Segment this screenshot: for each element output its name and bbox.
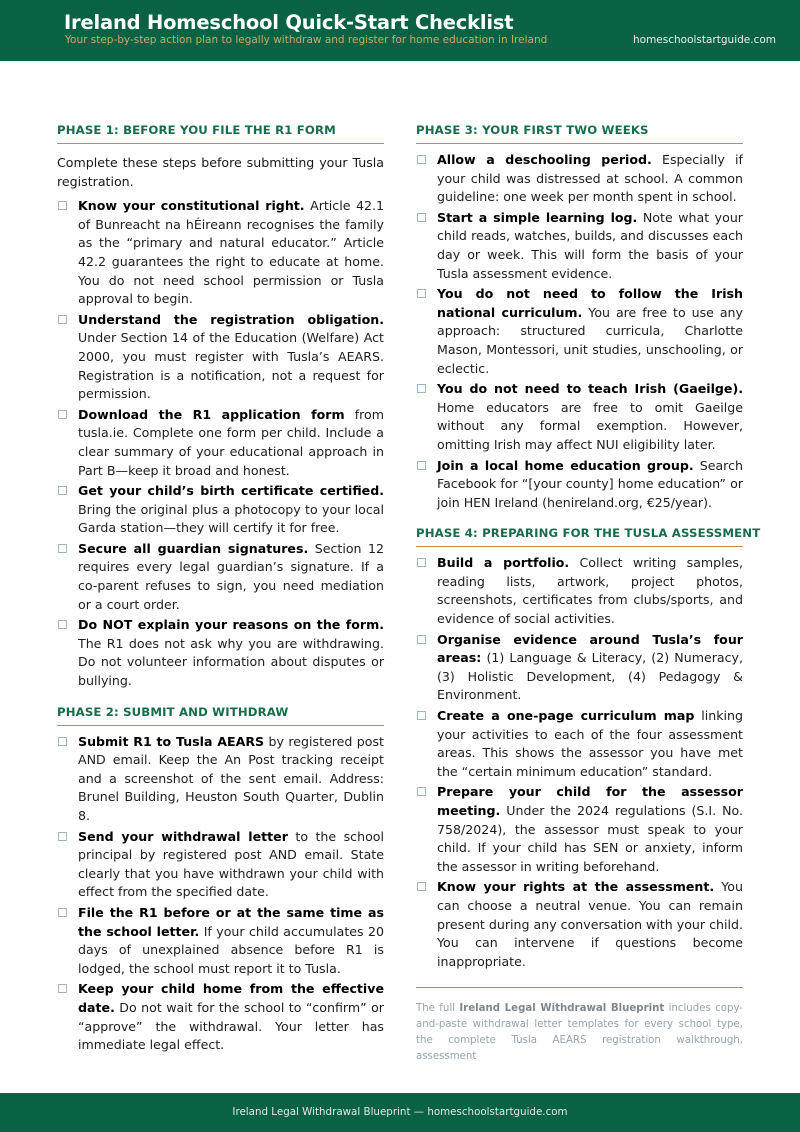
checklist-item-lead: Secure all guardian signatures. — [78, 540, 309, 556]
checklist-item[interactable] — [416, 285, 743, 378]
checklist-item-text: Under the 2024 regulations (S.I. No. 758/2024), the assessor must speak to your child. If your child has SEN or anxiety, inform the assessor in writing beforehand. — [437, 803, 743, 874]
checkbox-icon[interactable] — [58, 486, 67, 495]
checkbox-icon[interactable] — [417, 635, 426, 644]
checkbox-icon[interactable] — [58, 544, 67, 553]
checklist-item-text: Section 12 requires every legal guardian’s signature. If a co-parent refuses to sign, you need mediation or a court order. — [78, 540, 384, 612]
checklist-item[interactable] — [57, 980, 384, 1054]
checkbox-icon[interactable] — [58, 620, 67, 629]
phase-3-block — [416, 123, 743, 512]
checklist-item-text: If your child accumulates 20 days of unexplained absence before R1 is lodged, the school must report it to Tusla. — [78, 923, 384, 976]
checklist-item-text: You are free to use any approach: structured curricula, Charlotte Mason, Montessori, unit studies, unschooling, or eclectic. — [437, 304, 743, 376]
checklist-item[interactable] — [57, 904, 384, 978]
checkbox-icon[interactable] — [417, 461, 426, 470]
page-footer — [0, 1093, 800, 1132]
phase-4-rule — [416, 546, 743, 547]
document-body — [0, 61, 800, 1093]
checkbox-icon[interactable] — [417, 289, 426, 298]
checklist-item-text: Search Facebook for “[your county] home education” or join HEN Ireland (henireland.org, €25/year). — [437, 457, 743, 510]
phase-4-heading: PHASE 4: PREPARING FOR THE TUSLA ASSESSMENT — [416, 526, 761, 541]
checklist-item-lead: Understand the registration obligation. — [78, 311, 384, 327]
checklist-item[interactable] — [57, 197, 384, 309]
phase-4-checklist — [416, 554, 743, 971]
checkbox-icon[interactable] — [58, 908, 67, 917]
phase-3-heading: PHASE 3: YOUR FIRST TWO WEEKS — [416, 123, 649, 137]
checklist-item-text: by registered post AND email. Keep the An Post tracking receipt and a screenshot of the sent email. Address: Brunel Building, Heuston South Quarter, Dublin 8. — [78, 733, 384, 823]
promo-block — [416, 987, 743, 1065]
checklist-item-text: linking your activities to each of the four assessment areas. This shows the assessor you have met the “certain minimum education” standard. — [437, 708, 744, 779]
checklist-item[interactable] — [416, 380, 743, 454]
checklist-item[interactable] — [57, 311, 384, 404]
promo-product-name: Ireland Legal Withdrawal Blueprint — [459, 1003, 665, 1015]
checklist-item-lead: Join a local home education group. — [437, 457, 694, 473]
checkbox-icon[interactable] — [417, 384, 426, 393]
checklist-item-lead: Prepare your child for the assessor meeting. — [437, 784, 743, 818]
checklist-item-lead: You do not need to follow the Irish national curriculum. — [437, 286, 743, 320]
checklist-item-lead: Know your rights at the assessment. — [437, 879, 715, 895]
checklist-item-text: from tusla.ie. Complete one form per child. Include a clear summary of your educational approach in Part B—keep it broad and honest. — [78, 406, 384, 478]
phase-4-block — [416, 526, 761, 971]
phase-3-rule — [416, 143, 743, 144]
checklist-item[interactable] — [416, 878, 743, 971]
page-header — [0, 0, 800, 61]
checklist-item-text: Bring the original plus a photocopy to your local Garda station—they will certify it for free. — [78, 501, 384, 536]
phase-2-block — [57, 705, 384, 1055]
checklist-item[interactable] — [416, 209, 743, 283]
checkbox-icon[interactable] — [58, 832, 67, 841]
checklist-item-text: Do not wait for the school to “confirm” or “approve” the withdrawal. Your letter has immediate legal effect. — [78, 999, 384, 1053]
checkbox-icon[interactable] — [417, 558, 426, 567]
checklist-item-lead: Keep your child home from the effective date. — [78, 981, 384, 1015]
checklist-item-lead: Allow a deschooling period. — [437, 152, 652, 167]
checklist-item-text: You can choose a neutral venue. You can remain present during any conversation with your child. You can intervene if questions become inappropriate. — [437, 879, 744, 969]
checkbox-icon[interactable] — [58, 315, 67, 324]
checklist-item[interactable] — [416, 554, 743, 628]
checklist-item-text: Note what your child reads, watches, builds, and discusses each day or week. This will form the basis of your Tusla assessment evidence. — [437, 209, 743, 281]
phase-1-block — [57, 123, 384, 691]
promo-text-after: includes copy-and-paste withdrawal letter templates for every school type, the complete Tusla AEARS registration walkthrough, assessment — [416, 1003, 743, 1063]
checklist-item-lead: Do NOT explain your reasons on the form. — [78, 617, 384, 633]
checklist-item-lead: Submit R1 to Tusla AEARS — [78, 733, 265, 749]
header-website-url: homeschoolstartguide.com — [632, 34, 776, 46]
checklist-item[interactable] — [57, 733, 384, 826]
checklist-item-lead: File the R1 before or at the same time as the school letter. — [78, 904, 384, 939]
page-subtitle: Your step-by-step action plan to legally withdraw and register for home education in Ireland — [65, 34, 548, 46]
checklist-item[interactable] — [416, 631, 743, 705]
checklist-item-text: Home educators are free to omit Gaeilge without any formal exemption. However, omitting Irish may affect NUI eligibility later. — [437, 399, 743, 452]
checkbox-icon[interactable] — [58, 984, 67, 993]
checklist-item[interactable] — [416, 457, 743, 513]
footer-text: Ireland Legal Withdrawal Blueprint — homeschoolstartguide.com — [232, 1106, 568, 1118]
promo-rule — [416, 987, 743, 988]
checklist-item-text: Under Section 14 of the Education (Welfare) Act 2000, you must register with Tusla’s AEARS. Registration is a notification, not a request for permission. — [78, 330, 384, 402]
checkbox-icon[interactable] — [58, 410, 67, 419]
checklist-item-lead: Get your child’s birth certificate certified. — [78, 483, 384, 499]
right-column — [416, 123, 761, 1076]
checkbox-icon[interactable] — [417, 155, 426, 164]
phase-1-checklist — [57, 197, 384, 690]
checkbox-icon[interactable] — [417, 787, 426, 796]
checklist-item[interactable] — [57, 540, 384, 614]
checklist-item[interactable] — [416, 707, 743, 781]
promo-text-before: The full — [416, 1003, 460, 1015]
promo-text — [416, 1001, 743, 1065]
checklist-item[interactable] — [57, 406, 384, 480]
checklist-item-lead: You do not need to teach Irish (Gaeilge). — [437, 381, 743, 397]
page-title: Ireland Homeschool Quick-Start Checklist — [64, 11, 514, 34]
checkbox-icon[interactable] — [417, 213, 426, 222]
checklist-item-text: (1) Language & Literacy, (2) Numeracy, (3) Holistic Development, (4) Pedagogy & Environment. — [437, 650, 743, 703]
phase-2-checklist — [57, 733, 384, 1055]
checklist-item[interactable] — [57, 616, 384, 690]
checklist-item-text: to the school principal by registered post AND email. State clearly that you have withdrawn your child with effect from the specified date. — [78, 828, 384, 900]
checklist-item-text: The R1 does not ask why you are withdrawing. Do not volunteer information about disputes or bullying. — [78, 635, 384, 689]
checklist-item-lead: Send your withdrawal letter — [78, 828, 288, 844]
checklist-item[interactable] — [57, 482, 384, 538]
phase-1-intro: Complete these steps before submitting your Tusla registration. — [57, 155, 384, 189]
phase-3-checklist — [416, 151, 743, 512]
checklist-item-lead: Create a one-page curriculum map — [437, 708, 695, 724]
phase-1-heading: PHASE 1: BEFORE YOU FILE THE R1 FORM — [57, 123, 336, 137]
checkbox-icon[interactable] — [58, 737, 67, 746]
checklist-item-lead: Download the R1 application form — [78, 406, 345, 422]
phase-1-rule — [57, 143, 384, 144]
checklist-item-lead: Start a simple learning log. — [437, 209, 638, 225]
checkbox-icon[interactable] — [417, 711, 426, 720]
checklist-item[interactable] — [416, 151, 743, 207]
checklist-item-lead: Know your constitutional right. — [78, 198, 305, 214]
checklist-item-text: Article 42.1 of Bunreacht na hÉireann recognises the family as the “primary and natural educator.” Article 42.2 guarantees the right to educate at home. You do not need school permission or Tusla approval to begin. — [78, 198, 384, 307]
checklist-item-text: Especially if your child was distressed at school. A common guideline: one week per month spent in school. — [437, 152, 743, 205]
checklist-item-lead: Organise evidence around Tusla’s four areas: — [437, 631, 743, 666]
checklist-item[interactable] — [416, 783, 743, 876]
phase-2-heading: PHASE 2: SUBMIT AND WITHDRAW — [57, 704, 289, 719]
checkbox-icon[interactable] — [58, 201, 67, 210]
phase-2-rule — [57, 725, 384, 726]
checklist-item-lead: Build a portfolio. — [437, 555, 570, 571]
checklist-item-text: Collect writing samples, reading lists, artwork, project photos, screenshots, certificates from clubs/sports, and evidence of social activities. — [437, 555, 743, 627]
left-column — [57, 123, 384, 1057]
checklist-item[interactable] — [57, 828, 384, 902]
checkbox-icon[interactable] — [417, 882, 426, 891]
